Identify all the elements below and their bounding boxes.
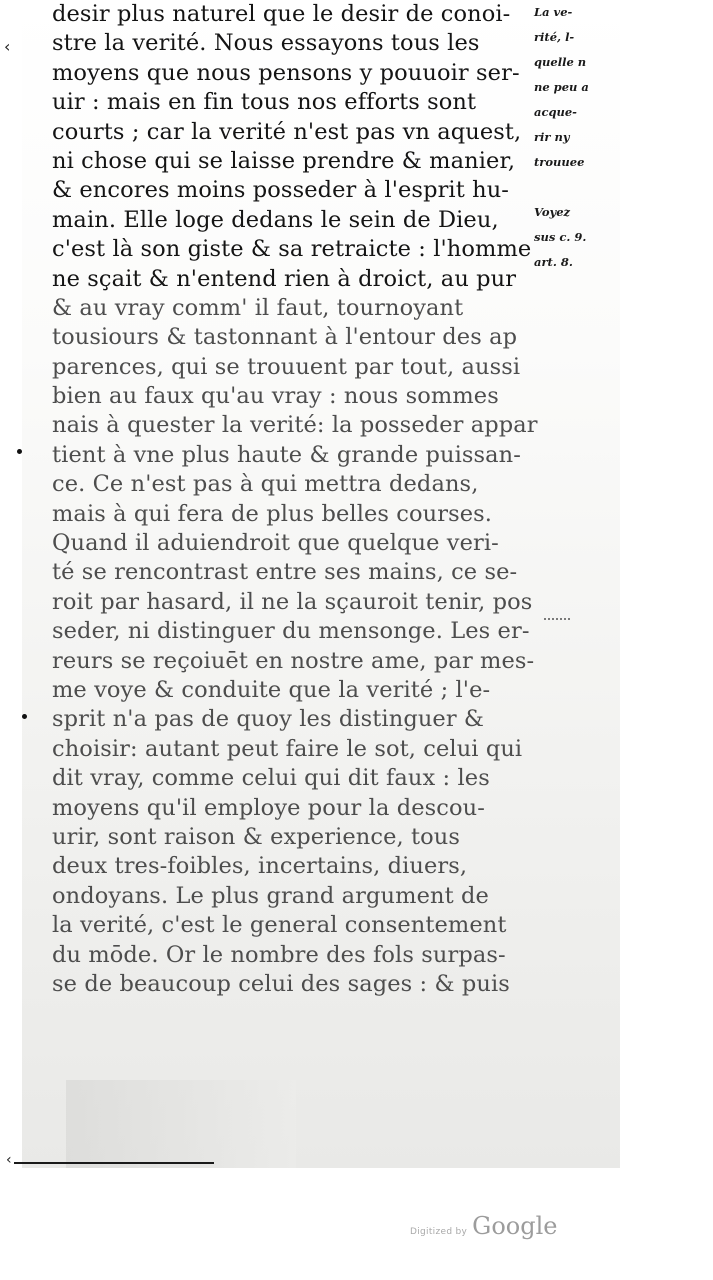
margin-dotted-mark xyxy=(544,618,570,621)
text-line: Quand il aduiendroit que quelque veri- xyxy=(52,530,499,557)
text-line: moyens qu'il employe pour la descou- xyxy=(52,794,485,821)
text-line: deux tres-foibles, incertains, diuers, xyxy=(52,853,468,880)
digitized-watermark xyxy=(410,1212,557,1240)
text-line: desir plus naturel que le desir de conoi- xyxy=(52,1,511,27)
handwritten-margin-notes xyxy=(534,0,620,275)
margin-note xyxy=(534,175,620,200)
text-line: ni chose qui se laisse prendre & manier, xyxy=(52,147,516,174)
text-line: choisir: autant peut faire le sot, celui qui xyxy=(52,735,523,762)
margin-note: acque- xyxy=(534,105,577,119)
text-line: uir : mais en fin tous nos efforts sont xyxy=(52,89,477,116)
text-line: parences, qui se trouuent par tout, aussi xyxy=(52,353,521,380)
text-line: bien au faux qu'au vray : nous sommes xyxy=(52,383,499,410)
text-line: sprit n'a pas de quoy les distinguer & xyxy=(52,706,485,733)
margin-note: ne peu a xyxy=(534,80,589,94)
margin-note: rité, l- xyxy=(534,30,575,44)
text-line: & encores moins posseder à l'esprit hu- xyxy=(52,177,509,204)
text-line: la verité, c'est le general consentement xyxy=(52,912,507,939)
text-line: nais à quester la verité: la posseder appar xyxy=(52,412,538,439)
text-line: tient à vne plus haute & grande puissan- xyxy=(52,441,521,468)
margin-note: sus c. 9. xyxy=(534,230,587,244)
text-line: moyens que nous pensons y pouuoir ser- xyxy=(52,59,520,86)
margin-dot-icon xyxy=(22,714,27,719)
text-line: c'est là son giste & sa retraicte : l'homme xyxy=(52,236,532,263)
margin-note: La ve- xyxy=(534,5,573,19)
text-line: tousiours & tastonnant à l'entour des ap xyxy=(52,324,518,351)
margin-note: trouuee xyxy=(534,155,585,169)
text-line: courts ; car la verité n'est pas vn aquest, xyxy=(52,118,522,145)
scanned-page xyxy=(22,0,620,1168)
margin-note: art. 8. xyxy=(534,255,573,269)
page-shadow xyxy=(66,1080,296,1168)
body-text xyxy=(52,0,542,999)
corner-mark-icon: ‹ xyxy=(4,37,11,56)
text-line: du mōde. Or le nombre des fols surpas- xyxy=(52,941,506,968)
text-line: se de beaucoup celui des sages : & puis xyxy=(52,970,510,997)
text-line: mais à qui fera de plus belles courses. xyxy=(52,500,493,527)
margin-note: quelle n xyxy=(534,55,587,69)
bottom-tick-icon: ‹ xyxy=(6,1152,12,1168)
text-line: me voye & conduite que la verité ; l'e- xyxy=(52,676,491,703)
text-line: reurs se reçoiuēt en nostre ame, par mes- xyxy=(52,647,535,674)
text-line: roit par hasard, il ne la sçauroit tenir, pos xyxy=(52,588,533,615)
text-line: & au vray comm' il faut, tournoyant xyxy=(52,294,464,321)
bottom-rule xyxy=(14,1162,214,1164)
text-line: dit vray, comme celui qui dit faux : les xyxy=(52,765,490,792)
text-line: té se rencontrast entre ses mains, ce se- xyxy=(52,559,518,586)
text-line: seder, ni distinguer du mensonge. Les er- xyxy=(52,618,530,645)
text-line: ne sçait & n'entend rien à droict, au pur xyxy=(52,265,517,292)
text-line: stre la verité. Nous essayons tous les xyxy=(52,30,480,57)
watermark-prefix: Digitized by xyxy=(410,1227,468,1237)
margin-note: rir ny xyxy=(534,130,570,144)
google-logo: Google xyxy=(472,1212,558,1240)
text-line: ce. Ce n'est pas à qui mettra dedans, xyxy=(52,471,479,498)
margin-dot-icon xyxy=(17,449,22,454)
text-line: urir, sont raison & experience, tous xyxy=(52,823,461,850)
text-line: main. Elle loge dedans le sein de Dieu, xyxy=(52,206,499,233)
text-line: ondoyans. Le plus grand argument de xyxy=(52,882,489,909)
margin-note: Voyez xyxy=(534,205,571,219)
